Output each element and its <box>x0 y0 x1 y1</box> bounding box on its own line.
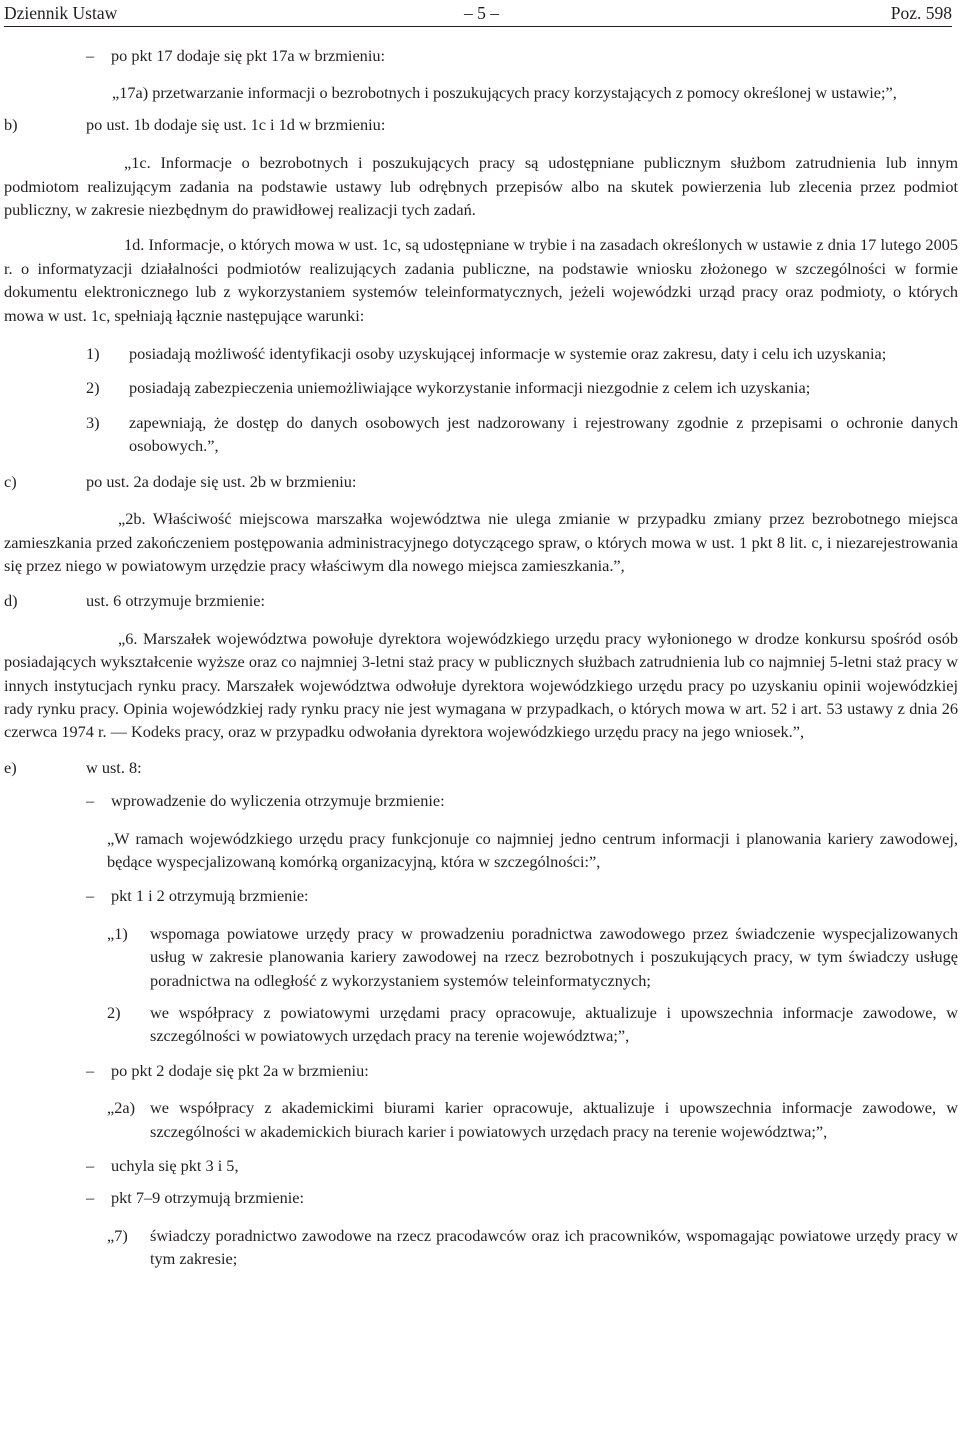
list-item-text: po pkt 17 dodaje się pkt 17a w brzmieniu: <box>111 46 386 65</box>
page-number: – 5 – <box>464 3 499 23</box>
list-item <box>4 884 958 907</box>
dash-marker: – <box>86 46 95 65</box>
list-item-text: uchyla się pkt 3 i 5, <box>111 1156 239 1176</box>
page-header <box>4 0 952 27</box>
number-marker: 2) <box>86 378 100 398</box>
list-item <box>4 789 958 812</box>
list-item-text: wprowadzenie do wyliczenia otrzymuje brzmienie: <box>111 791 445 811</box>
dash-marker: – <box>86 1156 95 1176</box>
number-marker: 2) <box>107 1003 121 1022</box>
list-item-text: posiadają możliwość identyfikacji osoby uzyskującej informacje w systemie oraz zakresu, daty i celu ich uzyskania; <box>129 344 887 364</box>
quoted-paragraph: „1c. Informacje o bezrobotnych i poszukujących pracy są udostępniane publicznym służbom zatrudnienia lub innym podmiotom realizującym zadania na podstawie ustawy lub odrębnych przepisów albo na skutek powierzenia lub zlecenia przez podmiot publiczny, w zakresie niezbędnym do prawidłowej realizacji tych zadań. <box>4 153 958 220</box>
letter-marker: d) <box>4 591 18 611</box>
list-item-text: w ust. 8: <box>86 757 142 777</box>
list-item-text: posiadają zabezpieczenia uniemożliwiające wykorzystanie informacji niezgodnie z celem ich uzyskania; <box>129 378 811 398</box>
quoted-paragraph: „W ramach wojewódzkiego urzędu pracy funkcjonuje co najmniej jedno centrum informacji i planowania kariery zawodowej, będące wyspecjalizowaną komórką organizacyjną, która w szczególności:”, <box>107 828 958 871</box>
letter-marker: c) <box>4 471 17 491</box>
list-item-text: świadczy poradnictwo zawodowe na rzecz pracodawców oraz ich pracowników, wspomagając powiatowe urzędy pracy w tym zakresie; <box>150 1225 958 1269</box>
list-item <box>4 1186 958 1209</box>
dash-marker: – <box>86 1060 95 1080</box>
list-item-text: po pkt 2 dodaje się pkt 2a w brzmieniu: <box>111 1060 369 1080</box>
list-item <box>4 342 958 365</box>
list-item <box>4 1224 958 1271</box>
quoted-paragraph: „17a) przetwarzanie informacji o bezrobotnych i poszukujących pracy korzystających z pomocy określonej w ustawie;”, <box>112 83 897 103</box>
list-item-text: pkt 1 i 2 otrzymują brzmienie: <box>111 886 309 906</box>
letter-marker: b) <box>4 114 18 134</box>
list-item <box>4 1154 958 1177</box>
list-item-text: we współpracy z powiatowymi urzędami pracy opracowuje, aktualizuje i upowszechnia informacje zawodowe, w szczególności w powiatowych urzędach pracy na terenie województwa;”, <box>150 1003 958 1046</box>
list-item <box>4 44 958 67</box>
list-item-text: po ust. 2a dodaje się ust. 2b w brzmieniu: <box>86 471 357 491</box>
list-item-text: zapewniają, że dostęp do danych osobowych jest nadzorowany i rejestrowany zgodnie z przepisami o ochronie danych osobowych.”, <box>129 412 958 456</box>
number-marker: 3) <box>86 412 100 432</box>
list-item <box>4 1059 958 1082</box>
list-item <box>4 1001 958 1048</box>
list-item <box>4 411 958 458</box>
number-marker: „7) <box>107 1225 128 1245</box>
dash-marker: – <box>86 1188 95 1208</box>
position-number: Poz. 598 <box>890 3 952 23</box>
number-marker: „1) <box>107 923 128 943</box>
list-item-text: ust. 6 otrzymuje brzmienie: <box>86 591 266 611</box>
list-item-text: pkt 7–9 otrzymują brzmienie: <box>111 1188 305 1208</box>
list-item-text: we współpracy z akademickimi biurami karier opracowuje, aktualizuje i upowszechnia informacje zawodowe, w szczególności w akademickich biurach karier i powiatowych urzędach pracy na terenie województwa;”, <box>150 1098 958 1141</box>
number-marker: „2a) <box>107 1098 136 1118</box>
list-item <box>4 756 958 779</box>
dash-marker: – <box>86 791 95 811</box>
number-marker: 1) <box>86 344 100 364</box>
list-item <box>4 1096 958 1143</box>
list-item <box>4 113 958 136</box>
journal-title: Dziennik Ustaw <box>4 3 118 23</box>
list-item <box>4 922 958 992</box>
list-item <box>4 376 958 399</box>
list-item <box>4 470 958 493</box>
dash-marker: – <box>86 886 95 906</box>
quoted-paragraph: „6. Marszałek województwa powołuje dyrektora wojewódzkiego urzędu pracy wyłonionego w drodze konkursu spośród osób posiadających wykształcenie wyższe oraz co najmniej 3-letni staż pracy w publicznych służbach zatrudnienia lub co najmniej 5-letni staż pracy w innych instytucjach rynku pracy. Marszałek województwa odwołuje dyrektora wojewódzkiego urzędu pracy po uzyskaniu opinii wojewódzkiej rady rynku pracy. Opinia wojewódzkiej rady rynku pracy nie jest wymagana w przypadkach, o których mowa w art. 52 i art. 53 ustawy z dnia 26 czerwca 1974 r. — Kodeks pracy, oraz w przypadku odwołania dyrektora wojewódzkiego urzędu pracy na jego wniosek.”, <box>4 628 958 742</box>
list-item <box>4 589 958 612</box>
list-item-text: wspomaga powiatowe urzędy pracy w prowadzeniu poradnictwa zawodowego przez świadczenie wyspecjalizowanych usług w zakresie planowania kariery zawodowej na rzecz bezrobotnych i poszukujących pracy, w tym świadczy usługę poradnictwa na odległość z wykorzystaniem systemów teleinformatycznych; <box>150 923 958 990</box>
letter-marker: e) <box>4 757 17 777</box>
list-item-text: po ust. 1b dodaje się ust. 1c i 1d w brzmieniu: <box>86 114 386 134</box>
document-body <box>4 44 958 1271</box>
quoted-paragraph: „2b. Właściwość miejscowa marszałka województwa nie ulega zmianie w przypadku zmiany przez bezrobotnego miejsca zamieszkania przed zakończeniem postępowania administracyjnego dotyczącego spraw, o których mowa w ust. 1 pkt 8 lit. c, i niezarejestrowania się przez niego w powiatowym urzędzie pracy właściwym dla nowego miejsca zamieszkania.”, <box>4 509 958 575</box>
paragraph: 1d. Informacje, o których mowa w ust. 1c, są udostępniane w trybie i na zasadach określonych w ustawie z dnia 17 lutego 2005 r. o informatyzacji działalności podmiotów realizujących zadania publiczne, na podstawie wniosku złożonego w szczególności w formie dokumentu elektronicznego lub z wykorzystaniem systemów teleinformatycznych, jeżeli wojewódzki urząd pracy oraz podmioty, o których mowa w ust. 1c, spełniają łącznie następujące warunki: <box>4 235 958 325</box>
